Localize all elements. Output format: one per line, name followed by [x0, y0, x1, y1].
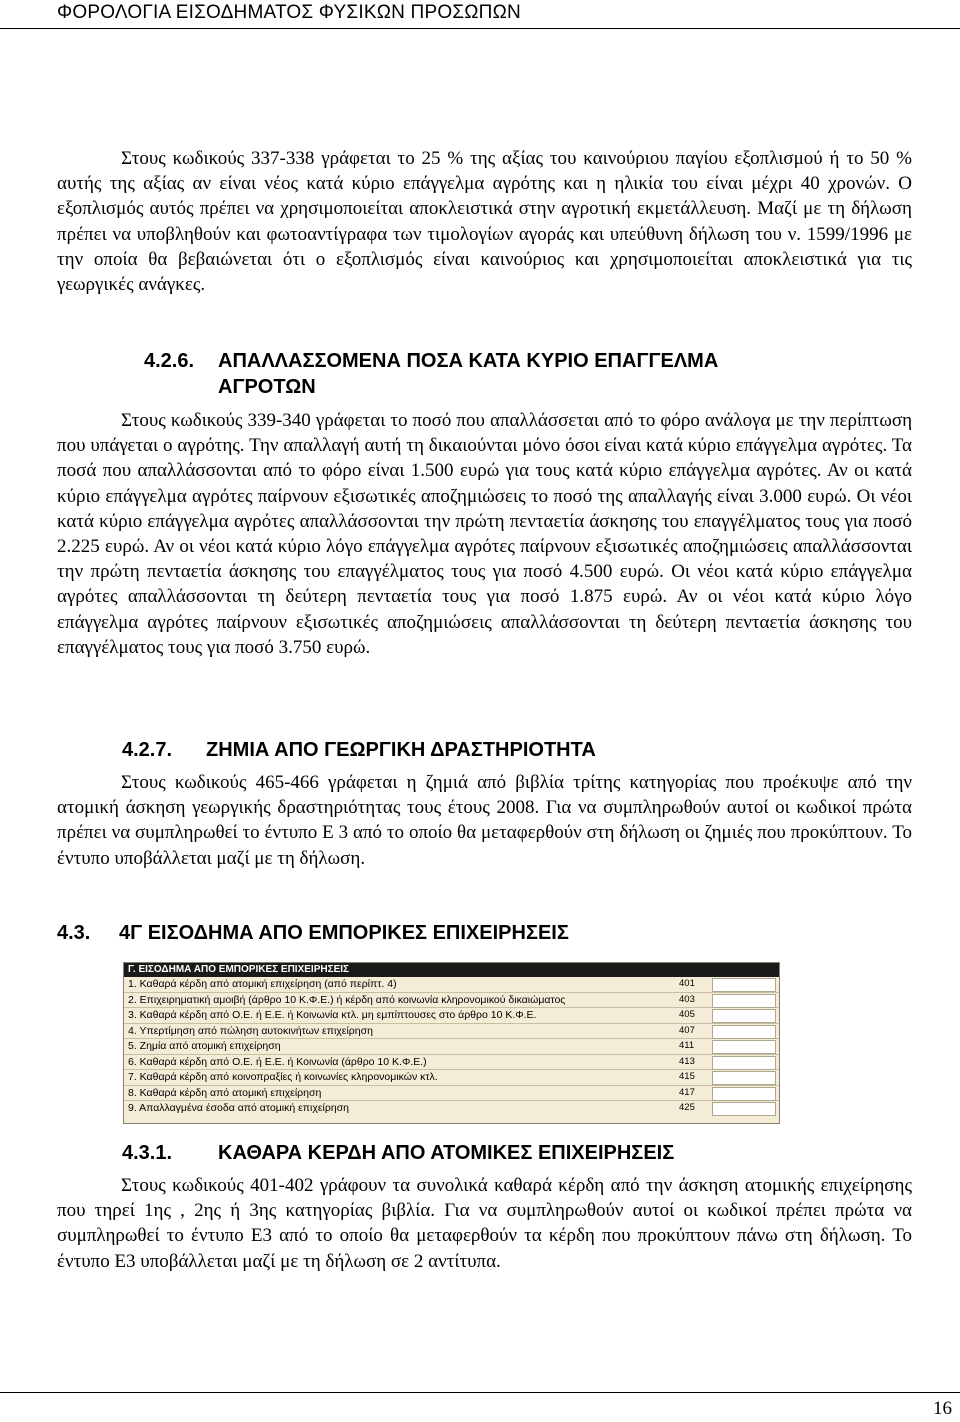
form-row: [124, 1101, 779, 1116]
form-row-label: 9. Απαλλαγμένα έσοδα από ατομική επιχείρηση: [128, 1102, 350, 1114]
form-row: [124, 1024, 779, 1040]
heading-4-2-7: [122, 737, 596, 763]
form-row-code: 407: [679, 1024, 695, 1036]
heading-text: ΚΑΘΑΡΑ ΚΕΡΔΗ ΑΠΟ ΑΤΟΜΙΚΕΣ ΕΠΙΧΕΙΡΗΣΕΙΣ: [218, 1142, 675, 1164]
form-amount-box: [712, 1102, 776, 1116]
form-row-label: 8. Καθαρά κέρδη από ατομική επιχείρηση: [128, 1086, 322, 1099]
form-row-code: 403: [679, 993, 695, 1005]
form-amount-box: [712, 994, 776, 1008]
form-row: [124, 1008, 779, 1024]
heading-number: 4.2.7.: [122, 739, 173, 761]
form-row: [124, 1055, 779, 1071]
form-row-code: 417: [679, 1086, 695, 1098]
form-title: Γ. ΕΙΣΟΔΗΜΑ ΑΠΟ ΕΜΠΟΡΙΚΕΣ ΕΠΙΧΕΙΡΗΣΕΙΣ: [124, 963, 779, 977]
form-amount-box: [712, 1040, 776, 1054]
form-row: [124, 1070, 779, 1086]
heading-text-line1: ΑΠΑΛΛΑΣΣΟΜΕΝΑ ΠΟΣΑ ΚΑΤΑ ΚΥΡΙΟ ΕΠΑΓΓΕΛΜΑ: [218, 350, 719, 372]
form-amount-box: [712, 978, 776, 992]
header-divider: [0, 28, 960, 29]
form-amount-box: [712, 1056, 776, 1070]
form-row-label: 1. Καθαρά κέρδη από ατομική επιχείρηση (από περίπτ. 4): [128, 978, 397, 990]
form-row-label: 6. Καθαρά κέρδη από Ο.Ε. ή Ε.Ε. ή Κοινωνία (άρθρο 10 Κ.Φ.Ε.): [128, 1055, 427, 1068]
heading-4-3-1: [122, 1140, 674, 1166]
heading-number: 4.2.6.: [144, 350, 195, 372]
page-header-title: ΦΟΡΟΛΟΓΙΑ ΕΙΣΟΔΗΜΑΤΟΣ ΦΥΣΙΚΩΝ ΠΡΟΣΩΠΩΝ: [57, 2, 521, 23]
heading-4-3: [57, 920, 569, 946]
heading-text: 4Γ ΕΙΣΟΔΗΜΑ ΑΠΟ ΕΜΠΟΡΙΚΕΣ ΕΠΙΧΕΙΡΗΣΕΙΣ: [119, 922, 569, 944]
paragraph-net-profits: Στους κωδικούς 401-402 γράφουν τα συνολικά καθαρά κέρδη από την άσκηση ατομικής επιχείρησης που τηρεί 1ης , 2ης ή 3ης κατηγορίας βιβλία. Για να συμπληρωθούν αυτοί οι κωδικοί πρέπει πρώτα να συμπληρωθεί το έντυπο Ε3 από το οποίο θα μεταφερθούν τα κέρδη που προκύπτουν πάνω στη δήλωση. Το έντυπο Ε3 υποβάλλεται μαζί με τη δήλωση σε 2 αντίτυπα.: [57, 1175, 912, 1272]
heading-number: 4.3.: [57, 922, 91, 944]
form-amount-box: [712, 1025, 776, 1039]
heading-4-2-6: [144, 348, 718, 400]
tax-form-excerpt: [123, 962, 780, 1124]
form-row-label: 3. Καθαρά κέρδη από Ο.Ε. ή Ε.Ε. ή Κοινωνία κτλ. μη εμπίπτουσες στο άρθρο 10 Κ.Φ.Ε.: [128, 1009, 537, 1021]
form-row-label: 7. Καθαρά κέρδη από κοινοπραξίες ή κοινωνίες κληρονομικών κτλ.: [128, 1071, 438, 1083]
heading-text-line2: ΑΓΡΟΤΩΝ: [218, 376, 316, 398]
form-row-code: 413: [679, 1055, 695, 1067]
form-amount-box: [712, 1071, 776, 1085]
form-row: [124, 1086, 779, 1102]
heading-number: 4.3.1.: [122, 1142, 173, 1164]
paragraph-exempt-amounts: Στους κωδικούς 339-340 γράφεται το ποσό που απαλλάσσεται από το φόρο ανάλογα με την περίπτωση που υπάγεται ο αγρότης. Την απαλλαγή αυτή τη δικαιούνται μόνο όσοι είναι κατά κύριο επάγγελμα αγρότες. Τα ποσά που απαλλάσσονται από το φόρο είναι 1.500 ευρώ για τους κατά κύριο επάγγελμα αγρότες. Αν οι κατά κύριο επάγγελμα αγρότες παίρνουν εξισωτικές αποζημιώσεις το ποσό της απαλλαγής είναι 3.000 ευρώ. Οι νέοι κατά κύριο επάγγελμα αγρότες απαλλάσσονται την πρώτη πενταετία άσκησης του επαγγέλματος τους για ποσό 2.225 ευρώ. Αν οι νέοι κατά κύριο λόγο επάγγελμα αγρότες παίρνουν εξισωτικές αποζημιώσεις απαλλάσσονται την πρώτη πενταετία άσκησης του επαγγέλματος τους για ποσό 4.500 ευρώ. Οι νέοι κατά κύριο επάγγελμα αγρότες απαλλάσσονται τη δεύτερη πενταετία τους για ποσό 1.875 ευρώ. Αν οι νέοι κατά κύριο λόγο επάγγελμα αγρότες παίρνουν εξισωτικές αποζημιώσεις απαλλάσσονται τη δεύτερη πενταετία άσκησης του επαγγέλματος τους για ποσό 3.750 ευρώ.: [57, 410, 912, 658]
form-row: [124, 977, 779, 993]
form-row-code: 425: [679, 1102, 695, 1113]
paragraph-agricultural-loss: Στους κωδικούς 465-466 γράφεται η ζημιά από βιβλία τρίτης κατηγορίας που προέκυψε από την ατομική άσκηση γεωργικής δραστηριότητας τους έτους 2008. Για να συμπληρωθούν αυτοί οι κωδικοί πρώτα πρέπει να συμπληρωθεί το έντυπο Ε 3 από το οποίο θα μεταφερθούν στη δήλωση οι ζημιές που προκύπτουν. Το έντυπο υποβάλλεται μαζί με τη δήλωση.: [57, 772, 912, 869]
footer-divider: [0, 1392, 960, 1393]
form-row-code: 405: [679, 1009, 695, 1020]
form-amount-box: [712, 1087, 776, 1101]
form-row-code: 415: [679, 1071, 695, 1082]
form-row: [124, 993, 779, 1009]
form-row-code: 401: [679, 978, 695, 989]
page-number: 16: [933, 1398, 952, 1419]
form-row-code: 411: [679, 1040, 695, 1051]
form-amount-box: [712, 1009, 776, 1023]
form-row-label: 5. Ζημία από ατομική επιχείρηση: [128, 1040, 281, 1052]
form-row: [124, 1039, 779, 1055]
heading-text: ΖΗΜΙΑ ΑΠΟ ΓΕΩΡΓΙΚΗ ΔΡΑΣΤΗΡΙΟΤΗΤΑ: [206, 739, 596, 761]
paragraph-equipment: Στους κωδικούς 337-338 γράφεται το 25 % της αξίας του καινούριου παγίου εξοπλισμού ή το 50 % αυτής της αξίας αν είναι νέος κατά κύριο επάγγελμα αγρότης και η ηλικία του είναι μέχρι 40 χρονών. Ο εξοπλισμός αυτός πρέπει να χρησιμοποιείται αποκλειστικά στην αγροτική εκμετάλλευση. Μαζί με τη δήλωση πρέπει να υποβληθούν και φωτοαντίγραφα των τιμολογίων αγοράς και υπεύθυνη δήλωση του ν. 1599/1996 με την οποία θα βεβαιώνεται ότι ο εξοπλισμός είναι καινούριος και χρησιμοποιείται αποκλειστικά για τις γεωργικές ανάγκες.: [57, 148, 912, 296]
form-row-label: 2. Επιχειρηματική αμοιβή (άρθρο 10 Κ.Φ.Ε.) ή κέρδη από κοινωνία κληρονομικού δικαιώματος: [128, 993, 566, 1006]
form-row-label: 4. Υπερτίμηση από πώληση αυτοκινήτων επιχείρηση: [128, 1024, 373, 1037]
